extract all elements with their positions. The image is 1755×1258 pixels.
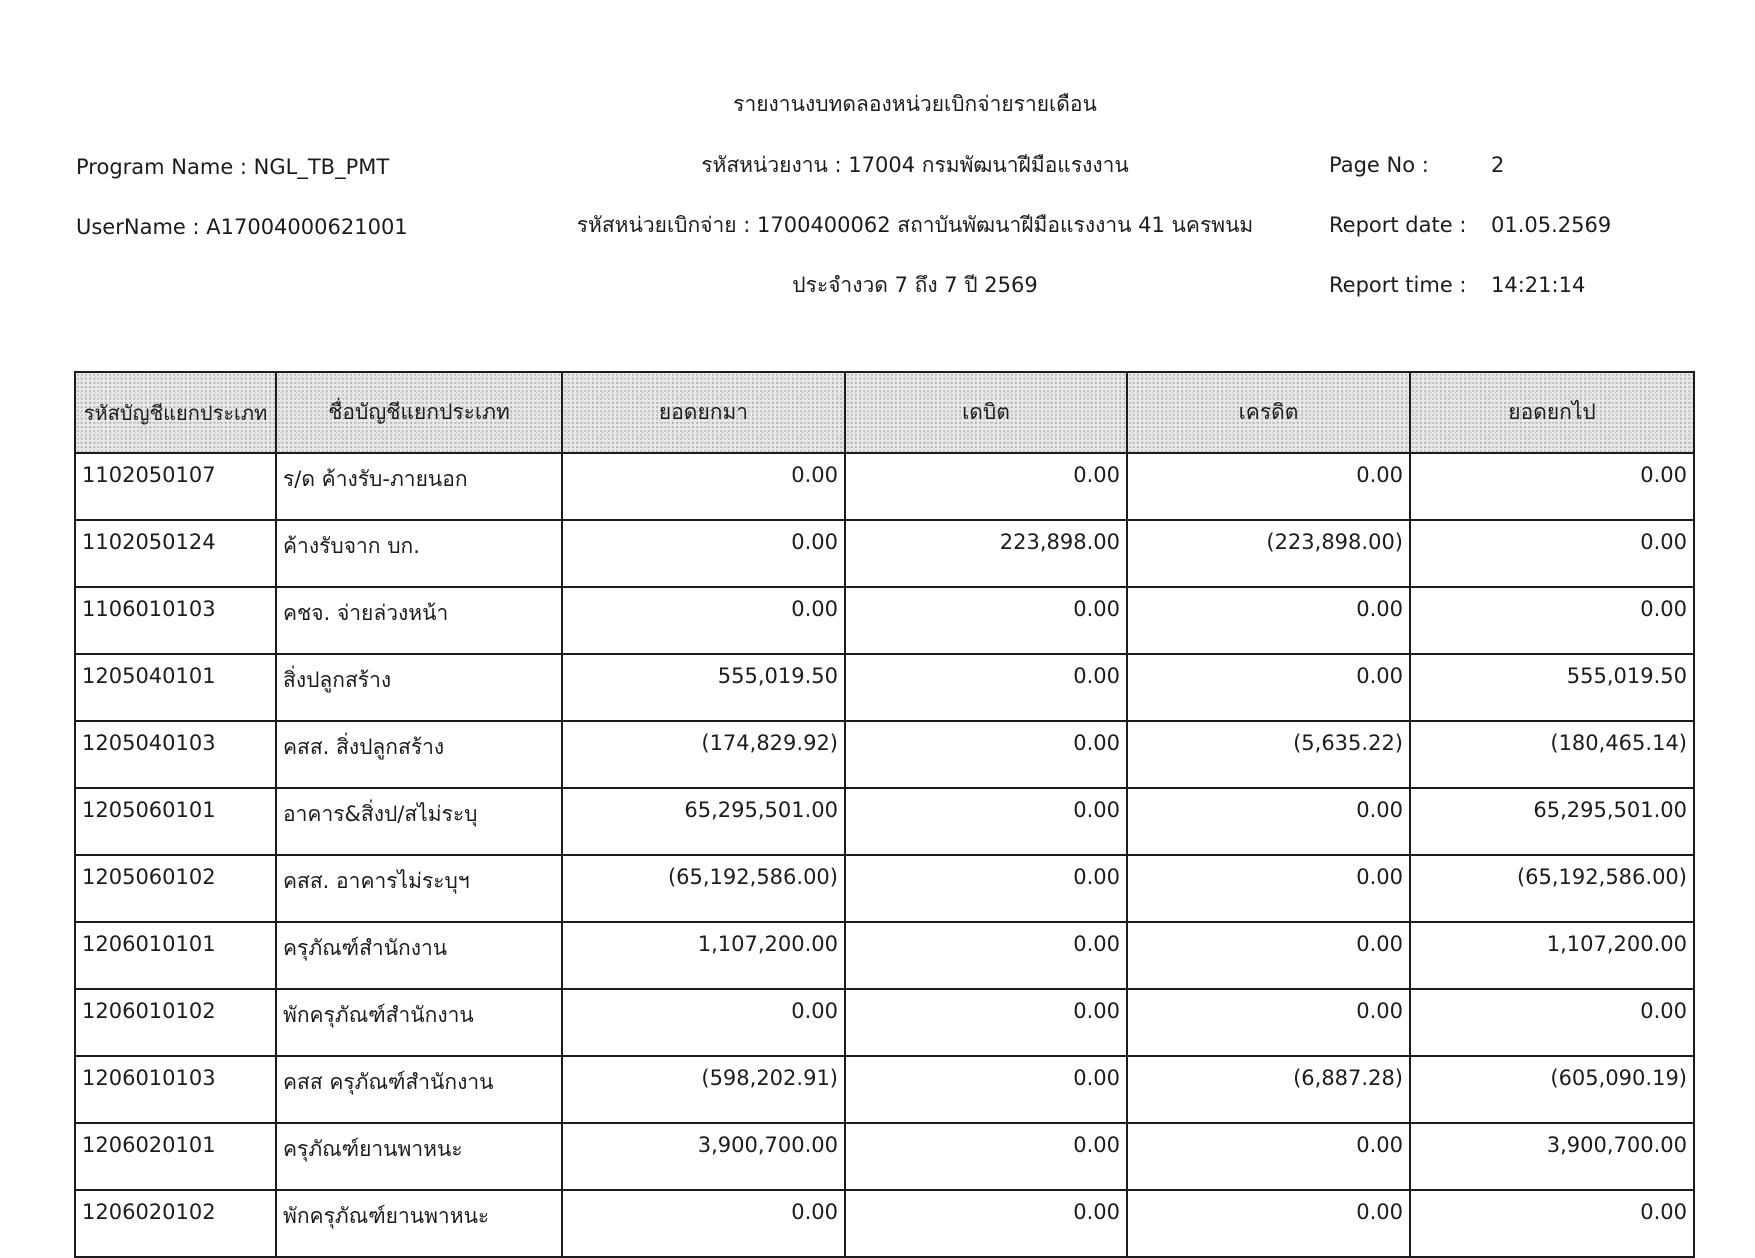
table-row	[75, 855, 1694, 922]
cell-credit: 0.00	[1127, 587, 1410, 654]
cell-debit: 0.00	[845, 1190, 1127, 1257]
page-no-label: Page No :	[1329, 153, 1429, 177]
cell-account-name: พักครุภัณฑ์ยานพาหนะ	[276, 1190, 562, 1257]
table-row	[75, 1123, 1694, 1190]
cell-opening-balance: 3,900,700.00	[562, 1123, 845, 1190]
cell-credit: 0.00	[1127, 855, 1410, 922]
trial-balance-table	[74, 371, 1695, 1258]
table-row	[75, 922, 1694, 989]
cell-account-code: 1102050124	[75, 520, 276, 587]
report-title: รายงานงบทดลองหน่วยเบิกจ่ายรายเดือน	[733, 92, 1097, 116]
cell-closing-balance: 0.00	[1410, 587, 1694, 654]
cell-opening-balance: 0.00	[562, 989, 845, 1056]
report-date-value: 01.05.2569	[1491, 213, 1612, 237]
report-date-label: Report date :	[1329, 213, 1467, 237]
table-row	[75, 989, 1694, 1056]
table-row	[75, 721, 1694, 788]
column-header-account-name: ชื่อบัญชีแยกประเภท	[276, 372, 562, 453]
cell-debit: 0.00	[845, 989, 1127, 1056]
cell-opening-balance: (174,829.92)	[562, 721, 845, 788]
cell-closing-balance: (65,192,586.00)	[1410, 855, 1694, 922]
cell-account-name: สิ่งปลูกสร้าง	[276, 654, 562, 721]
cell-closing-balance: 1,107,200.00	[1410, 922, 1694, 989]
cell-account-name: คสส. สิ่งปลูกสร้าง	[276, 721, 562, 788]
cell-opening-balance: 0.00	[562, 453, 845, 520]
column-header-credit: เครดิต	[1127, 372, 1410, 453]
cell-account-name: ครุภัณฑ์สำนักงาน	[276, 922, 562, 989]
cell-debit: 0.00	[845, 721, 1127, 788]
cell-debit: 0.00	[845, 1123, 1127, 1190]
cell-account-code: 1205040103	[75, 721, 276, 788]
cell-closing-balance: 3,900,700.00	[1410, 1123, 1694, 1190]
cell-opening-balance: (65,192,586.00)	[562, 855, 845, 922]
cell-opening-balance: 0.00	[562, 1190, 845, 1257]
cell-opening-balance: 1,107,200.00	[562, 922, 845, 989]
cell-account-name: ร/ด ค้างรับ-ภายนอก	[276, 453, 562, 520]
cell-account-name: คชจ. จ่ายล่วงหน้า	[276, 587, 562, 654]
cell-closing-balance: 0.00	[1410, 453, 1694, 520]
cell-account-name: อาคาร&สิ่งป/สไม่ระบุ	[276, 788, 562, 855]
cell-credit: (5,635.22)	[1127, 721, 1410, 788]
cell-debit: 0.00	[845, 654, 1127, 721]
cell-account-code: 1206010101	[75, 922, 276, 989]
cell-debit: 0.00	[845, 587, 1127, 654]
cell-debit: 0.00	[845, 788, 1127, 855]
report-period: ประจำงวด 7 ถึง 7 ปี 2569	[792, 273, 1038, 297]
report-time-label: Report time :	[1329, 273, 1467, 297]
cell-closing-balance: 555,019.50	[1410, 654, 1694, 721]
cell-opening-balance: (598,202.91)	[562, 1056, 845, 1123]
cell-debit: 0.00	[845, 1056, 1127, 1123]
cell-credit: (6,887.28)	[1127, 1056, 1410, 1123]
cell-account-name: คสส ครุภัณฑ์สำนักงาน	[276, 1056, 562, 1123]
table-row	[75, 520, 1694, 587]
cell-credit: 0.00	[1127, 989, 1410, 1056]
cell-account-code: 1205040101	[75, 654, 276, 721]
cell-closing-balance: 65,295,501.00	[1410, 788, 1694, 855]
table-row	[75, 1056, 1694, 1123]
cell-account-code: 1206020101	[75, 1123, 276, 1190]
cell-account-code: 1106010103	[75, 587, 276, 654]
cell-debit: 0.00	[845, 453, 1127, 520]
user-name: UserName : A17004000621001	[76, 215, 408, 239]
cell-credit: 0.00	[1127, 922, 1410, 989]
cell-account-code: 1102050107	[75, 453, 276, 520]
cell-account-code: 1205060102	[75, 855, 276, 922]
table-row	[75, 1190, 1694, 1257]
report-time-value: 14:21:14	[1491, 273, 1586, 297]
cell-account-name: ครุภัณฑ์ยานพาหนะ	[276, 1123, 562, 1190]
agency-code: รหัสหน่วยงาน : 17004 กรมพัฒนาฝีมือแรงงาน	[701, 153, 1129, 177]
disbursing-unit: รหัสหน่วยเบิกจ่าย : 1700400062 สถาบันพัฒนาฝีมือแรงงาน 41 นครพนม	[576, 213, 1254, 237]
table-header-row	[75, 372, 1694, 453]
cell-debit: 0.00	[845, 855, 1127, 922]
column-header-opening-balance: ยอดยกมา	[562, 372, 845, 453]
cell-opening-balance: 0.00	[562, 587, 845, 654]
cell-credit: 0.00	[1127, 654, 1410, 721]
cell-opening-balance: 0.00	[562, 520, 845, 587]
cell-opening-balance: 555,019.50	[562, 654, 845, 721]
cell-account-code: 1206010103	[75, 1056, 276, 1123]
cell-account-code: 1205060101	[75, 788, 276, 855]
cell-account-name: พักครุภัณฑ์สำนักงาน	[276, 989, 562, 1056]
cell-debit: 0.00	[845, 922, 1127, 989]
cell-credit: 0.00	[1127, 453, 1410, 520]
cell-closing-balance: 0.00	[1410, 1190, 1694, 1257]
cell-credit: 0.00	[1127, 788, 1410, 855]
cell-credit: 0.00	[1127, 1190, 1410, 1257]
column-header-debit: เดบิต	[845, 372, 1127, 453]
table-row	[75, 788, 1694, 855]
cell-account-name: ค้างรับจาก บก.	[276, 520, 562, 587]
cell-closing-balance: 0.00	[1410, 520, 1694, 587]
cell-credit: (223,898.00)	[1127, 520, 1410, 587]
table-row	[75, 654, 1694, 721]
page-no-value: 2	[1491, 153, 1505, 177]
column-header-closing-balance: ยอดยกไป	[1410, 372, 1694, 453]
table-row	[75, 453, 1694, 520]
program-name: Program Name : NGL_TB_PMT	[76, 155, 390, 179]
table-row	[75, 587, 1694, 654]
cell-closing-balance: (180,465.14)	[1410, 721, 1694, 788]
cell-credit: 0.00	[1127, 1123, 1410, 1190]
cell-account-name: คสส. อาคารไม่ระบุฯ	[276, 855, 562, 922]
cell-account-code: 1206020102	[75, 1190, 276, 1257]
cell-closing-balance: 0.00	[1410, 989, 1694, 1056]
cell-debit: 223,898.00	[845, 520, 1127, 587]
cell-closing-balance: (605,090.19)	[1410, 1056, 1694, 1123]
cell-opening-balance: 65,295,501.00	[562, 788, 845, 855]
cell-account-code: 1206010102	[75, 989, 276, 1056]
column-header-account-code: รหัสบัญชีแยกประเภท	[75, 372, 276, 453]
